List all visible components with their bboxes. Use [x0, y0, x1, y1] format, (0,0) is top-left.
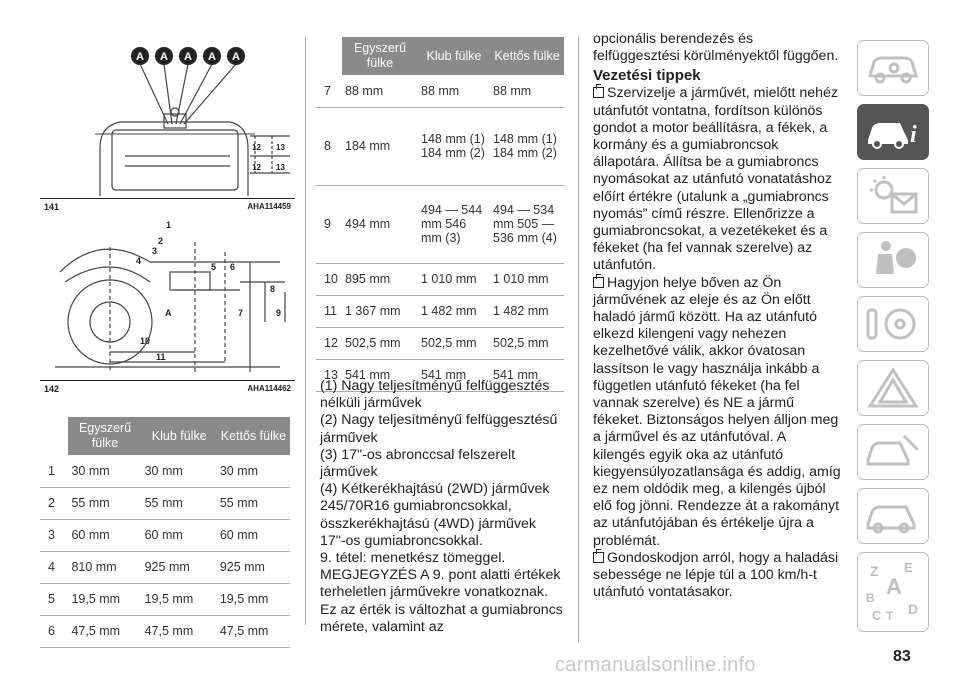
bullet-icon: [593, 552, 604, 563]
value-cell: 494 mm: [342, 185, 418, 263]
figure-id: AHA114459: [247, 202, 291, 211]
row-number-cell: 13: [316, 359, 342, 391]
svg-text:E: E: [904, 560, 913, 575]
row-number-cell: 10: [316, 263, 342, 295]
table-header: Egyszerű fülke: [68, 417, 141, 455]
multimedia-icon: [864, 494, 922, 538]
value-cell: 184 mm: [342, 107, 418, 185]
value-cell: 925 mm: [142, 551, 217, 583]
value-cell: 494 — 544 mm 546 mm (3): [418, 185, 490, 263]
value-cell: 47,5 mm: [68, 615, 141, 647]
value-cell: 88 mm: [418, 75, 490, 107]
tab-car-info[interactable]: [857, 104, 929, 160]
table-row: [40, 583, 290, 615]
value-cell: 810 mm: [68, 551, 141, 583]
watermark: carmanualsonline.info: [555, 654, 756, 676]
callout-a: A: [160, 51, 168, 63]
value-cell: 494 — 534 mm 505 — 536 mm (4): [490, 185, 564, 263]
value-cell: 19,5 mm: [142, 583, 217, 615]
table-row: [316, 295, 564, 327]
tab-driving[interactable]: [857, 296, 929, 352]
value-cell: 30 mm: [68, 455, 141, 487]
tip-paragraph: Hagyjon helye bőven az Ön járművének az eleje és az Ön előtt haladó jármű között. Ha az utánfutó elkezd kilengeni vagy nehezen kezelhetővé válik, akkor óvatosan lassítson le vagy használja inkább a független utánfutó fékeket (ha fel vannak szerelve) és NE a jármű fékeket. Biztonságos helyen álljon meg a járművel és az utánfutóval. A kilengés egyik oka az utánfutó kiegyensúlyozatlansága és addig, amíg ez nem oldódik meg, a kilengés újból elő fog jönni. Rendezze át a rakományt az utánfutójában és értékelje újra a problémát.: [593, 274, 841, 549]
table-row: [40, 551, 290, 583]
row-number-cell: 3: [40, 519, 68, 551]
bullet-icon: [593, 87, 604, 98]
svg-text:D: D: [908, 601, 919, 617]
row-number-cell: 1: [40, 455, 68, 487]
dimensions-table-2: [316, 37, 564, 392]
table-header: Kettős fülke: [490, 37, 564, 75]
value-cell: 1 482 mm: [490, 295, 564, 327]
alphabetical-index-icon: [864, 558, 922, 626]
part-label: 3: [152, 246, 158, 256]
dim-label: 13: [276, 143, 285, 152]
value-cell: 502,5 mm: [418, 327, 490, 359]
value-cell: 1 367 mm: [342, 295, 418, 327]
key-steering-wheel-icon: [864, 302, 922, 346]
row-number-cell: 7: [316, 75, 342, 107]
part-label: 10: [140, 336, 151, 346]
towbar-side-view-diagram: [40, 212, 295, 380]
car-service-wrench-icon: [864, 430, 922, 474]
callout-a: A: [184, 51, 192, 63]
column-divider: [578, 37, 579, 642]
tab-service[interactable]: [857, 424, 929, 480]
table-row: [40, 487, 290, 519]
part-label: 6: [230, 262, 236, 272]
value-cell: 1 482 mm: [418, 295, 490, 327]
value-cell: 541 mm: [490, 359, 564, 391]
footnote: (3) 17"-os abronccsal felszerelt járművek: [320, 446, 516, 481]
part-label: 5: [211, 262, 217, 272]
figure-141: [40, 38, 295, 213]
dim-label: 12: [252, 143, 261, 152]
row-number-cell: 11: [316, 295, 342, 327]
value-cell: 19,5 mm: [68, 583, 141, 615]
dim-label: 12: [252, 163, 261, 172]
tab-index[interactable]: [857, 552, 929, 632]
value-cell: 47,5 mm: [217, 615, 290, 647]
part-label: 11: [156, 352, 166, 362]
tab-safety[interactable]: [857, 232, 929, 288]
part-label: 8: [270, 284, 276, 294]
warning-light-message-icon: [864, 174, 922, 218]
part-label: 4: [136, 256, 142, 266]
row-number-cell: 12: [316, 327, 342, 359]
tip-paragraph: Szervizelje a járművét, mielőtt nehéz utánfutót vontatna, fordítson különös gondot a motor beállításra, a fékek, a kormány és a gumiabroncsok állapotára. Állítsa be a gumiabroncs nyomásokat az utánfutó vonatatáshoz előírt értékre (utalunk a „gumiabroncs nyomás” című részre. Ellenőrizze a gumiabroncsokat, a vezetékeket és a fékeket (ha fel vannak szerelve) az utánfutón.: [593, 85, 839, 274]
table-row: [40, 615, 290, 647]
value-cell: 502,5 mm: [490, 327, 564, 359]
value-cell: 30 mm: [142, 455, 217, 487]
row-number-cell: 8: [316, 107, 342, 185]
value-cell: 47,5 mm: [142, 615, 217, 647]
value-cell: 55 mm: [217, 487, 290, 519]
value-cell: 925 mm: [217, 551, 290, 583]
table-row: [40, 455, 290, 487]
value-cell: 88 mm: [342, 75, 418, 107]
svg-text:A: A: [886, 574, 902, 599]
callout-a-group: [131, 47, 245, 65]
part-label: 1: [166, 220, 172, 230]
svg-text:Z: Z: [870, 563, 879, 579]
table-row: [316, 327, 564, 359]
row-number-cell: 6: [40, 615, 68, 647]
table-header: Kettős fülke: [217, 417, 290, 455]
part-label: 2: [158, 236, 164, 246]
value-cell: 55 mm: [142, 487, 217, 519]
intro-text: opcionális berendezés és felfüggesztési körülményektől függően.: [593, 31, 839, 65]
car-info-icon: [864, 110, 922, 154]
bullet-icon: [593, 277, 604, 288]
callout-a: A: [136, 51, 144, 63]
value-cell: 895 mm: [342, 263, 418, 295]
column-divider: [305, 37, 306, 625]
section-heading: Vezetési tippek: [593, 67, 701, 85]
value-cell: 541 mm: [418, 359, 490, 391]
table-row: [316, 75, 564, 107]
tab-emergency[interactable]: [857, 360, 929, 416]
tab-warning-lights[interactable]: [857, 168, 929, 224]
value-cell: 60 mm: [217, 519, 290, 551]
table-header: Egyszerű fülke: [342, 37, 418, 75]
value-cell: 1 010 mm: [490, 263, 564, 295]
callout-a: A: [232, 51, 240, 63]
value-cell: 148 mm (1) 184 mm (2): [490, 107, 564, 185]
value-cell: 148 mm (1) 184 mm (2): [418, 107, 490, 185]
warning-triangle-icon: [864, 366, 922, 410]
dimensions-table-1: [40, 417, 290, 648]
value-cell: 88 mm: [490, 75, 564, 107]
footnote: (4) Kétkerékhajtású (2WD) járművek 245/70R16 gumiabroncsokkal, összkerékhajtású (4WD) járművek 17"-os gumiabroncsokkal.: [320, 481, 550, 549]
value-cell: 60 mm: [142, 519, 217, 551]
figure-number: 142: [44, 384, 60, 394]
svg-text:B: B: [866, 591, 875, 605]
table-footnotes: [320, 378, 564, 636]
part-label: 9: [276, 308, 282, 318]
value-cell: 502,5 mm: [342, 327, 418, 359]
table-row: [40, 519, 290, 551]
svg-text:C: C: [872, 608, 882, 623]
page-number: 83: [893, 648, 911, 665]
table-header: Klub fülke: [418, 37, 490, 75]
table-header-blank: [316, 37, 342, 75]
tab-multimedia[interactable]: [857, 488, 929, 544]
tip-paragraph: Gondoskodjon arról, hogy a haladási sebessége ne lépje túl a 100 km/h-t utánfutó vontatásakor.: [593, 549, 839, 601]
value-cell: 541 mm: [342, 359, 418, 391]
tab-dashboard[interactable]: [857, 40, 929, 96]
driving-tips-section: [593, 31, 841, 602]
dim-label: 13: [276, 163, 285, 172]
seat-airbag-icon: [864, 238, 922, 282]
svg-text:i: i: [910, 122, 917, 148]
table-header: Klub fülke: [142, 417, 217, 455]
table-row: [316, 107, 564, 185]
footnote: (1) Nagy teljesítményű felfüggesztés nélküli járművek: [320, 378, 550, 412]
svg-text:T: T: [886, 609, 894, 623]
callout-a: A: [208, 51, 216, 63]
table-header-blank: [40, 417, 68, 455]
figure-142: [40, 212, 295, 402]
table-row: [316, 185, 564, 263]
footnote: 9. tétel: menetkész tömeggel. MEGJEGYZÉS A 9. pont alatti értékek terheletlen járművekre vonatkoznak. Ez az érték is változhat a gumiabroncs mérete, valamint az: [320, 550, 563, 635]
figure-number: 141: [44, 202, 60, 212]
part-label: A: [165, 308, 172, 318]
row-number-cell: 9: [316, 185, 342, 263]
row-number-cell: 2: [40, 487, 68, 519]
car-dashboard-icon: [864, 46, 922, 90]
towbar-top-view-diagram: [40, 38, 295, 198]
part-label: 7: [238, 308, 244, 318]
value-cell: 60 mm: [68, 519, 141, 551]
row-number-cell: 4: [40, 551, 68, 583]
value-cell: 1 010 mm: [418, 263, 490, 295]
figure-id: AHA114462: [247, 384, 291, 393]
row-number-cell: 5: [40, 583, 68, 615]
footnote: (2) Nagy teljesítményű felfüggesztésű járművek: [320, 412, 558, 446]
table-row: [316, 263, 564, 295]
value-cell: 19,5 mm: [217, 583, 290, 615]
value-cell: 55 mm: [68, 487, 141, 519]
value-cell: 30 mm: [217, 455, 290, 487]
